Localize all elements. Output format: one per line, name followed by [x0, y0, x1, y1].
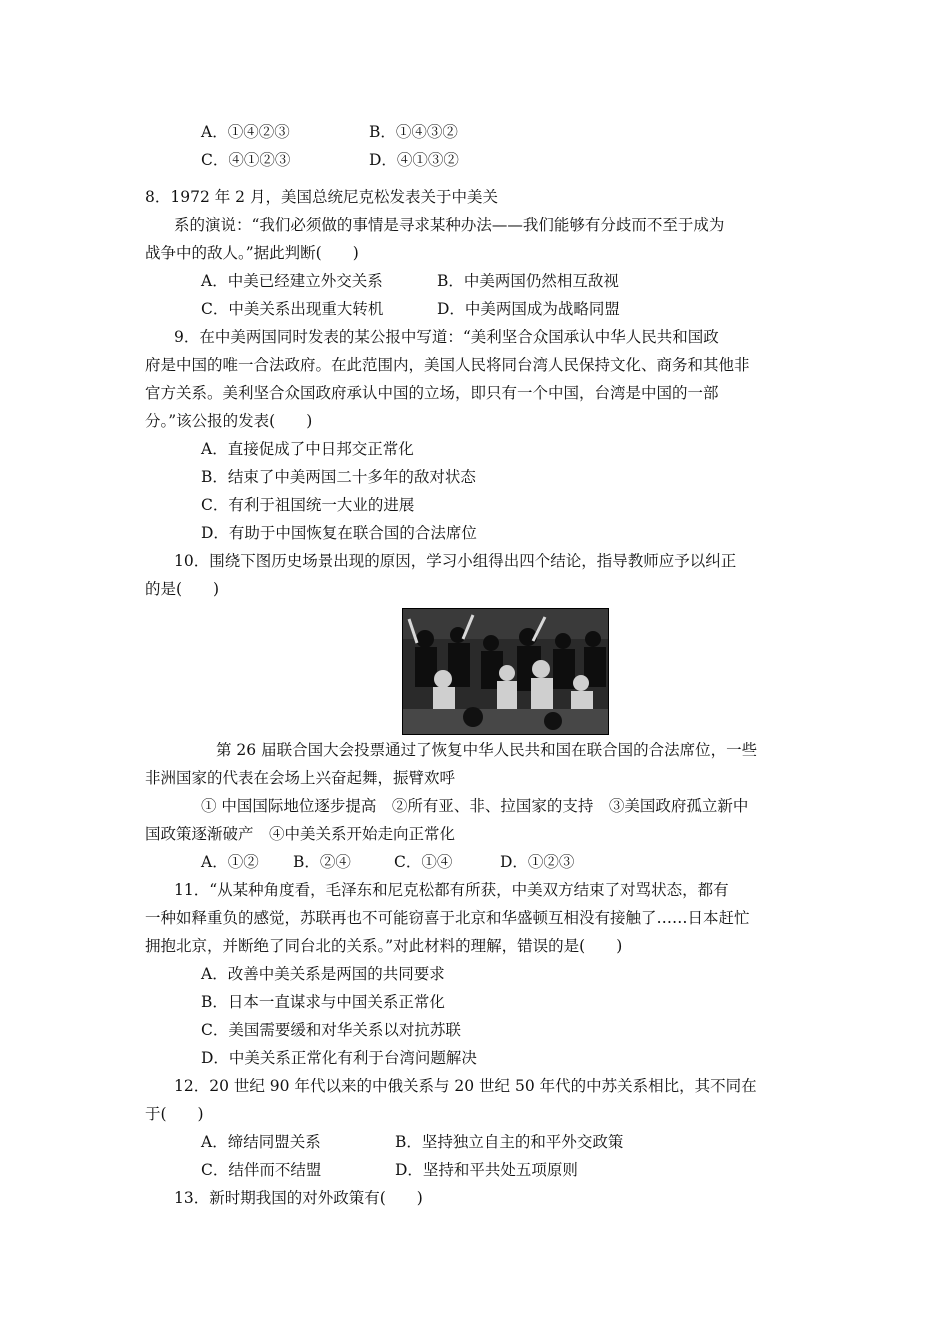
q12-option-d: D．坚持和平共处五项原则	[395, 1161, 578, 1179]
q11-line-2: 一种如释重负的感觉，苏联再也不可能窃喜于北京和华盛顿互相没有接触了……日本赶忙	[145, 909, 750, 927]
q9-line-4: 分。”该公报的发表( )	[145, 412, 313, 430]
q9-option-b: B．结束了中美两国二十多年的敌对状态	[201, 468, 476, 486]
q10-line-1: 10．围绕下图历史场景出现的原因，学习小组得出四个结论，指导教师应予以纠正	[174, 552, 737, 570]
q12-option-c: C．结伴而不结盟	[201, 1161, 322, 1179]
q13-line-1: 13．新时期我国的对外政策有( )	[174, 1189, 423, 1207]
q8-option-c: C．中美关系出现重大转机	[201, 300, 384, 318]
q10-option-d: D．①②③	[500, 853, 575, 871]
q10-statements-line-2: 国政策逐渐破产 ④中美关系开始走向正常化	[145, 825, 456, 843]
q7-option-c: C．④①②③	[201, 151, 291, 169]
q7-option-d: D．④①③②	[369, 151, 459, 169]
q12-option-a: A．缔结同盟关系	[201, 1133, 321, 1151]
q12-line-1: 12．20 世纪 90 年代以来的中俄关系与 20 世纪 50 年代的中苏关系相比，其不同在	[174, 1077, 757, 1095]
q9-option-a: A．直接促成了中日邦交正常化	[201, 440, 414, 458]
q11-option-a: A．改善中美关系是两国的共同要求	[201, 965, 445, 983]
q10-statements-line-1: ① 中国国际地位逐步提高 ②所有亚、非、拉国家的支持 ③美国政府孤立新中	[201, 797, 749, 815]
q12-line-2: 于( )	[145, 1105, 204, 1123]
q8-line-3: 战争中的敌人。”据此判断( )	[145, 244, 359, 262]
photo-caption-line-2: 非洲国家的代表在会场上兴奋起舞，振臂欢呼	[145, 769, 456, 787]
q10-line-2: 的是( )	[145, 580, 220, 598]
q9-line-3: 官方关系。美利坚合众国政府承认中国的立场，即只有一个中国，台湾是中国的一部	[145, 384, 719, 402]
q10-option-a: A．①②	[201, 853, 259, 871]
q9-option-d: D．有助于中国恢复在联合国的合法席位	[201, 524, 477, 542]
q11-option-d: D．中美关系正常化有利于台湾问题解决	[201, 1049, 477, 1067]
un-assembly-photo	[402, 608, 609, 735]
q11-option-c: C．美国需要缓和对华关系以对抗苏联	[201, 1021, 461, 1039]
q12-option-b: B．坚持独立自主的和平外交政策	[395, 1133, 624, 1151]
q11-line-3: 拥抱北京，并断绝了同台北的关系。”对此材料的理解，错误的是( )	[145, 937, 623, 955]
q11-option-b: B．日本一直谋求与中国关系正常化	[201, 993, 445, 1011]
q9-line-1: 9．在中美两国同时发表的某公报中写道：“美利坚合众国承认中华人民共和国政	[174, 328, 719, 346]
q8-option-d: D．中美两国成为战略同盟	[437, 300, 620, 318]
q11-line-1: 11．“从某种角度看，毛泽东和尼克松都有所获，中美双方结束了对骂状态，都有	[174, 881, 729, 899]
q9-option-c: C．有利于祖国统一大业的进展	[201, 496, 415, 514]
photo-caption-line-1: 第 26 届联合国大会投票通过了恢复中华人民共和国在联合国的合法席位，一些	[216, 741, 758, 759]
q8-line-2: 系的演说：“我们必须做的事情是寻求某种办法——我们能够有分歧而不至于成为	[174, 216, 725, 234]
q8-option-a: A．中美已经建立外交关系	[201, 272, 383, 290]
q8-line-1: 8．1972 年 2 月，美国总统尼克松发表关于中美关	[145, 188, 498, 206]
q7-option-a: A．①④②③	[201, 123, 290, 141]
q8-option-b: B．中美两国仍然相互敌视	[437, 272, 619, 290]
q9-line-2: 府是中国的唯一合法政府。在此范围内，美国人民将同台湾人民保持文化、商务和其他非	[145, 356, 750, 374]
q10-option-b: B．②④	[293, 853, 351, 871]
q10-option-c: C．①④	[394, 853, 453, 871]
q7-option-b: B．①④③②	[369, 123, 458, 141]
